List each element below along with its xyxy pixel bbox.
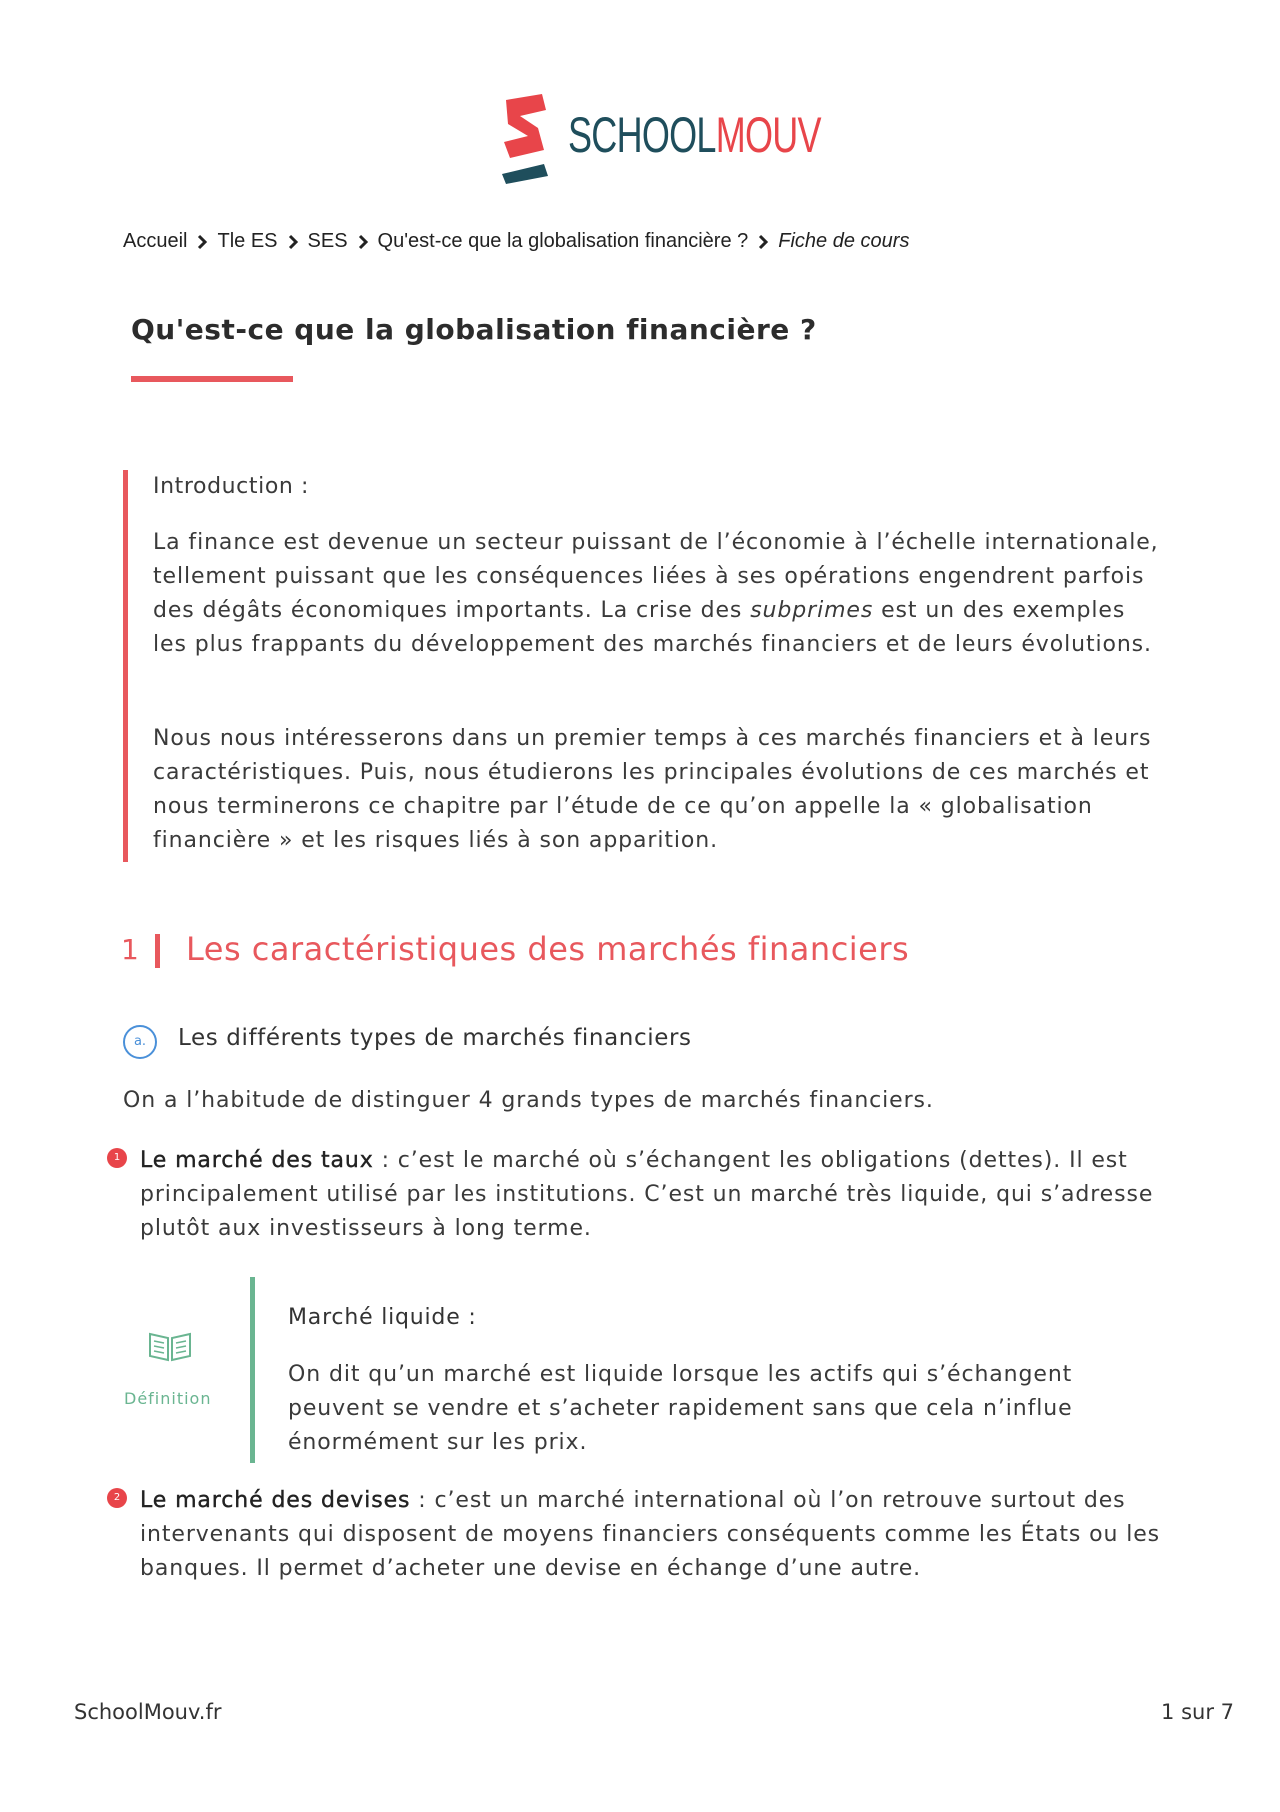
- breadcrumb-item-chapter[interactable]: Qu'est-ce que la globalisation financière ?: [377, 229, 749, 252]
- list-item: Le marché des taux : c’est le marché où s’échangent les obligations (dettes). Il est principalement utilisé par les institutions. C’est un marché très liquide, qui s’adresse plutôt aux investisseurs à long terme.: [140, 1148, 1154, 1241]
- definition-term: Marché liquide :: [288, 1305, 477, 1330]
- intro-paragraph-1: La finance est devenue un secteur puissant de l’économie à l’échelle internationale, tellement puissant que les conséquences liées à ses opérations engendrent parfois des dégâts économiques importants. La crise des subprimes est un des exemples les plus frappants du développement des marchés financiers et de leurs évolutions.: [153, 530, 1159, 657]
- logo-word-mouv: MOUV: [715, 107, 821, 163]
- subsection-title: Les différents types de marchés financiers: [178, 1025, 692, 1051]
- item-number-badge: 1: [107, 1148, 127, 1168]
- definition-text: On dit qu’un marché est liquide lorsque les actifs qui s’échangent peuvent se vendre et s’acheter rapidement sans que cela n’influe énormément sur les prix.: [288, 1362, 1073, 1455]
- logo-word-school: SCHOOL: [568, 107, 716, 163]
- definition-accent-bar: [250, 1277, 255, 1463]
- breadcrumb-item-tle-es[interactable]: Tle ES: [217, 229, 278, 252]
- chevron-right-icon: [187, 228, 217, 254]
- list-item: Le marché des devises : c’est un marché international où l’on retrouve surtout des intervenants qui disposent de moyens financiers conséquents comme les États ou les banques. Il permet d’acheter une devise en échange d’une autre.: [140, 1488, 1161, 1581]
- breadcrumb-item-ses[interactable]: SES: [307, 229, 348, 252]
- definition-label: Définition: [124, 1389, 212, 1408]
- section-bar: [155, 934, 160, 968]
- intro-paragraph-2: Nous nous intéresserons dans un premier temps à ces marchés financiers et à leurs caractéristiques. Puis, nous étudierons les principales évolutions de ces marchés et nous terminerons ce chapitre par l’étude de ce qu’on appelle la « globalisation financière » et les risques liés à son apparition.: [153, 726, 1152, 853]
- logo-s-icon: [498, 92, 554, 184]
- footer-page-number: 1 sur 7: [1161, 1700, 1234, 1724]
- title-underline: [131, 376, 293, 382]
- subprimes-term: subprimes: [750, 598, 874, 623]
- chevron-right-icon: [348, 228, 378, 254]
- breadcrumb-item-current: Fiche de cours: [778, 229, 910, 252]
- item-term: Le marché des taux: [140, 1148, 374, 1173]
- page-title: Qu'est-ce que la globalisation financière ?: [131, 313, 817, 346]
- breadcrumb-item-accueil[interactable]: Accueil: [123, 229, 188, 252]
- chevron-right-icon: [748, 228, 778, 254]
- lead-paragraph: On a l’habitude de distinguer 4 grands types de marchés financiers.: [123, 1088, 934, 1113]
- intro-label: Introduction :: [153, 474, 310, 499]
- open-book-icon: [146, 1326, 194, 1364]
- subsection-badge: a.: [123, 1025, 157, 1059]
- intro-accent-bar: [123, 470, 128, 862]
- item-number-badge: 2: [107, 1488, 127, 1508]
- breadcrumb: [123, 228, 909, 254]
- chevron-right-icon: [278, 228, 308, 254]
- item-term: Le marché des devises: [140, 1488, 411, 1513]
- section-title: Les caractéristiques des marchés financiers: [186, 930, 910, 968]
- footer-site-name: SchoolMouv.fr: [74, 1700, 222, 1724]
- section-number: 1: [121, 933, 139, 966]
- schoolmouv-logo: [498, 92, 821, 184]
